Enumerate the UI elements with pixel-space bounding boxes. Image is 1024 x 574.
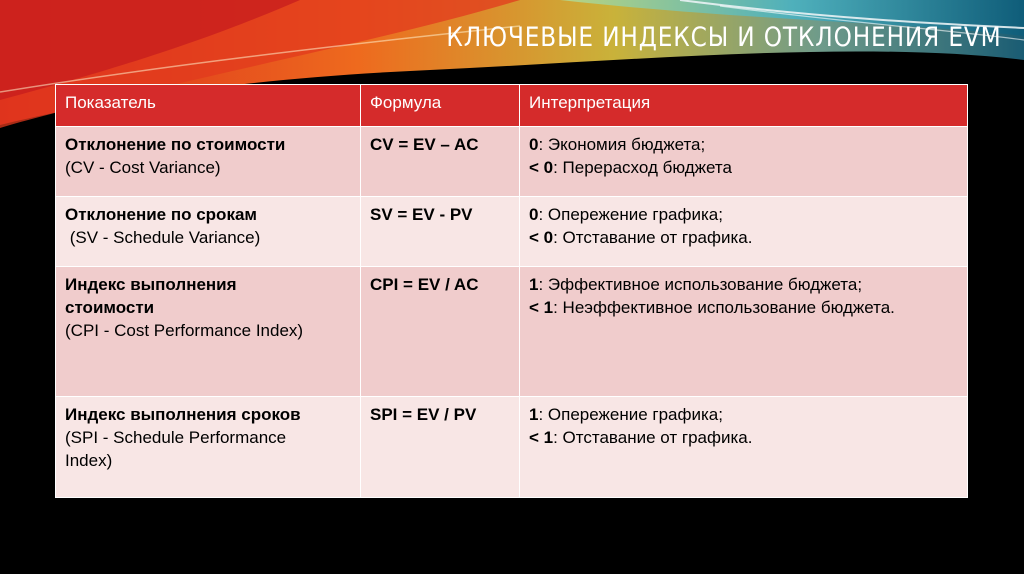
interpretation-text: : Отставание от графика. (553, 428, 753, 447)
interpretation-cell (520, 197, 968, 267)
interpretation-cell (520, 127, 968, 197)
interpretation-key: < 1 (529, 298, 554, 317)
table-row (56, 397, 968, 498)
indicator-subtitle: (CV - Cost Variance) (65, 158, 221, 177)
header-formula: Формула (361, 85, 520, 127)
interpretation-key: < 0 (529, 228, 554, 247)
header-interpretation: Интерпретация (520, 85, 968, 127)
table-row (56, 267, 968, 397)
interpretation-key: < 0 (529, 158, 554, 177)
table-row (56, 197, 968, 267)
interpretation-text: : Опережение графика; (538, 405, 723, 424)
interpretation-key: 1 (529, 405, 539, 424)
indicator-subtitle: (CPI - Cost Performance Index) (65, 321, 304, 340)
interpretation-cell (520, 267, 968, 397)
indicator-subtitle: (SV - Schedule Variance) (65, 228, 261, 247)
interpretation-text: : Неэффективное использование бюджета. (553, 298, 895, 317)
indicator-name: Отклонение по срокам (65, 205, 257, 224)
indicator-name: Индекс выполнения сроков (65, 405, 301, 424)
header-indicator: Показатель (56, 85, 361, 127)
formula-cell: CPI = EV / AC (361, 267, 520, 397)
interpretation-text: : Опережение графика; (538, 205, 723, 224)
interpretation-key: 1 (529, 275, 539, 294)
formula-cell: CV = EV – AC (361, 127, 520, 197)
slide-title: КЛЮЧЕВЫЕ ИНДЕКСЫ И ОТКЛОНЕНИЯ EVM (446, 22, 1002, 53)
interpretation-key: 0 (529, 135, 539, 154)
interpretation-text: : Экономия бюджета; (538, 135, 706, 154)
interpretation-key: < 1 (529, 428, 554, 447)
evm-table (55, 84, 968, 498)
indicator-subtitle: (SPI - Schedule Performance Index) (65, 428, 287, 470)
interpretation-text: : Отставание от графика. (553, 228, 753, 247)
indicator-cell (56, 197, 361, 267)
interpretation-cell (520, 397, 968, 498)
interpretation-text: : Перерасход бюджета (553, 158, 732, 177)
indicator-name: Индекс выполнения стоимости (65, 275, 237, 317)
interpretation-key: 0 (529, 205, 539, 224)
formula-cell: SV = EV - PV (361, 197, 520, 267)
table-row (56, 127, 968, 197)
indicator-name: Отклонение по стоимости (65, 135, 286, 154)
indicator-cell (56, 267, 361, 397)
table-header-row (56, 85, 968, 127)
formula-cell: SPI = EV / PV (361, 397, 520, 498)
indicator-cell (56, 397, 361, 498)
interpretation-text: : Эффективное использование бюджета; (538, 275, 863, 294)
indicator-cell (56, 127, 361, 197)
